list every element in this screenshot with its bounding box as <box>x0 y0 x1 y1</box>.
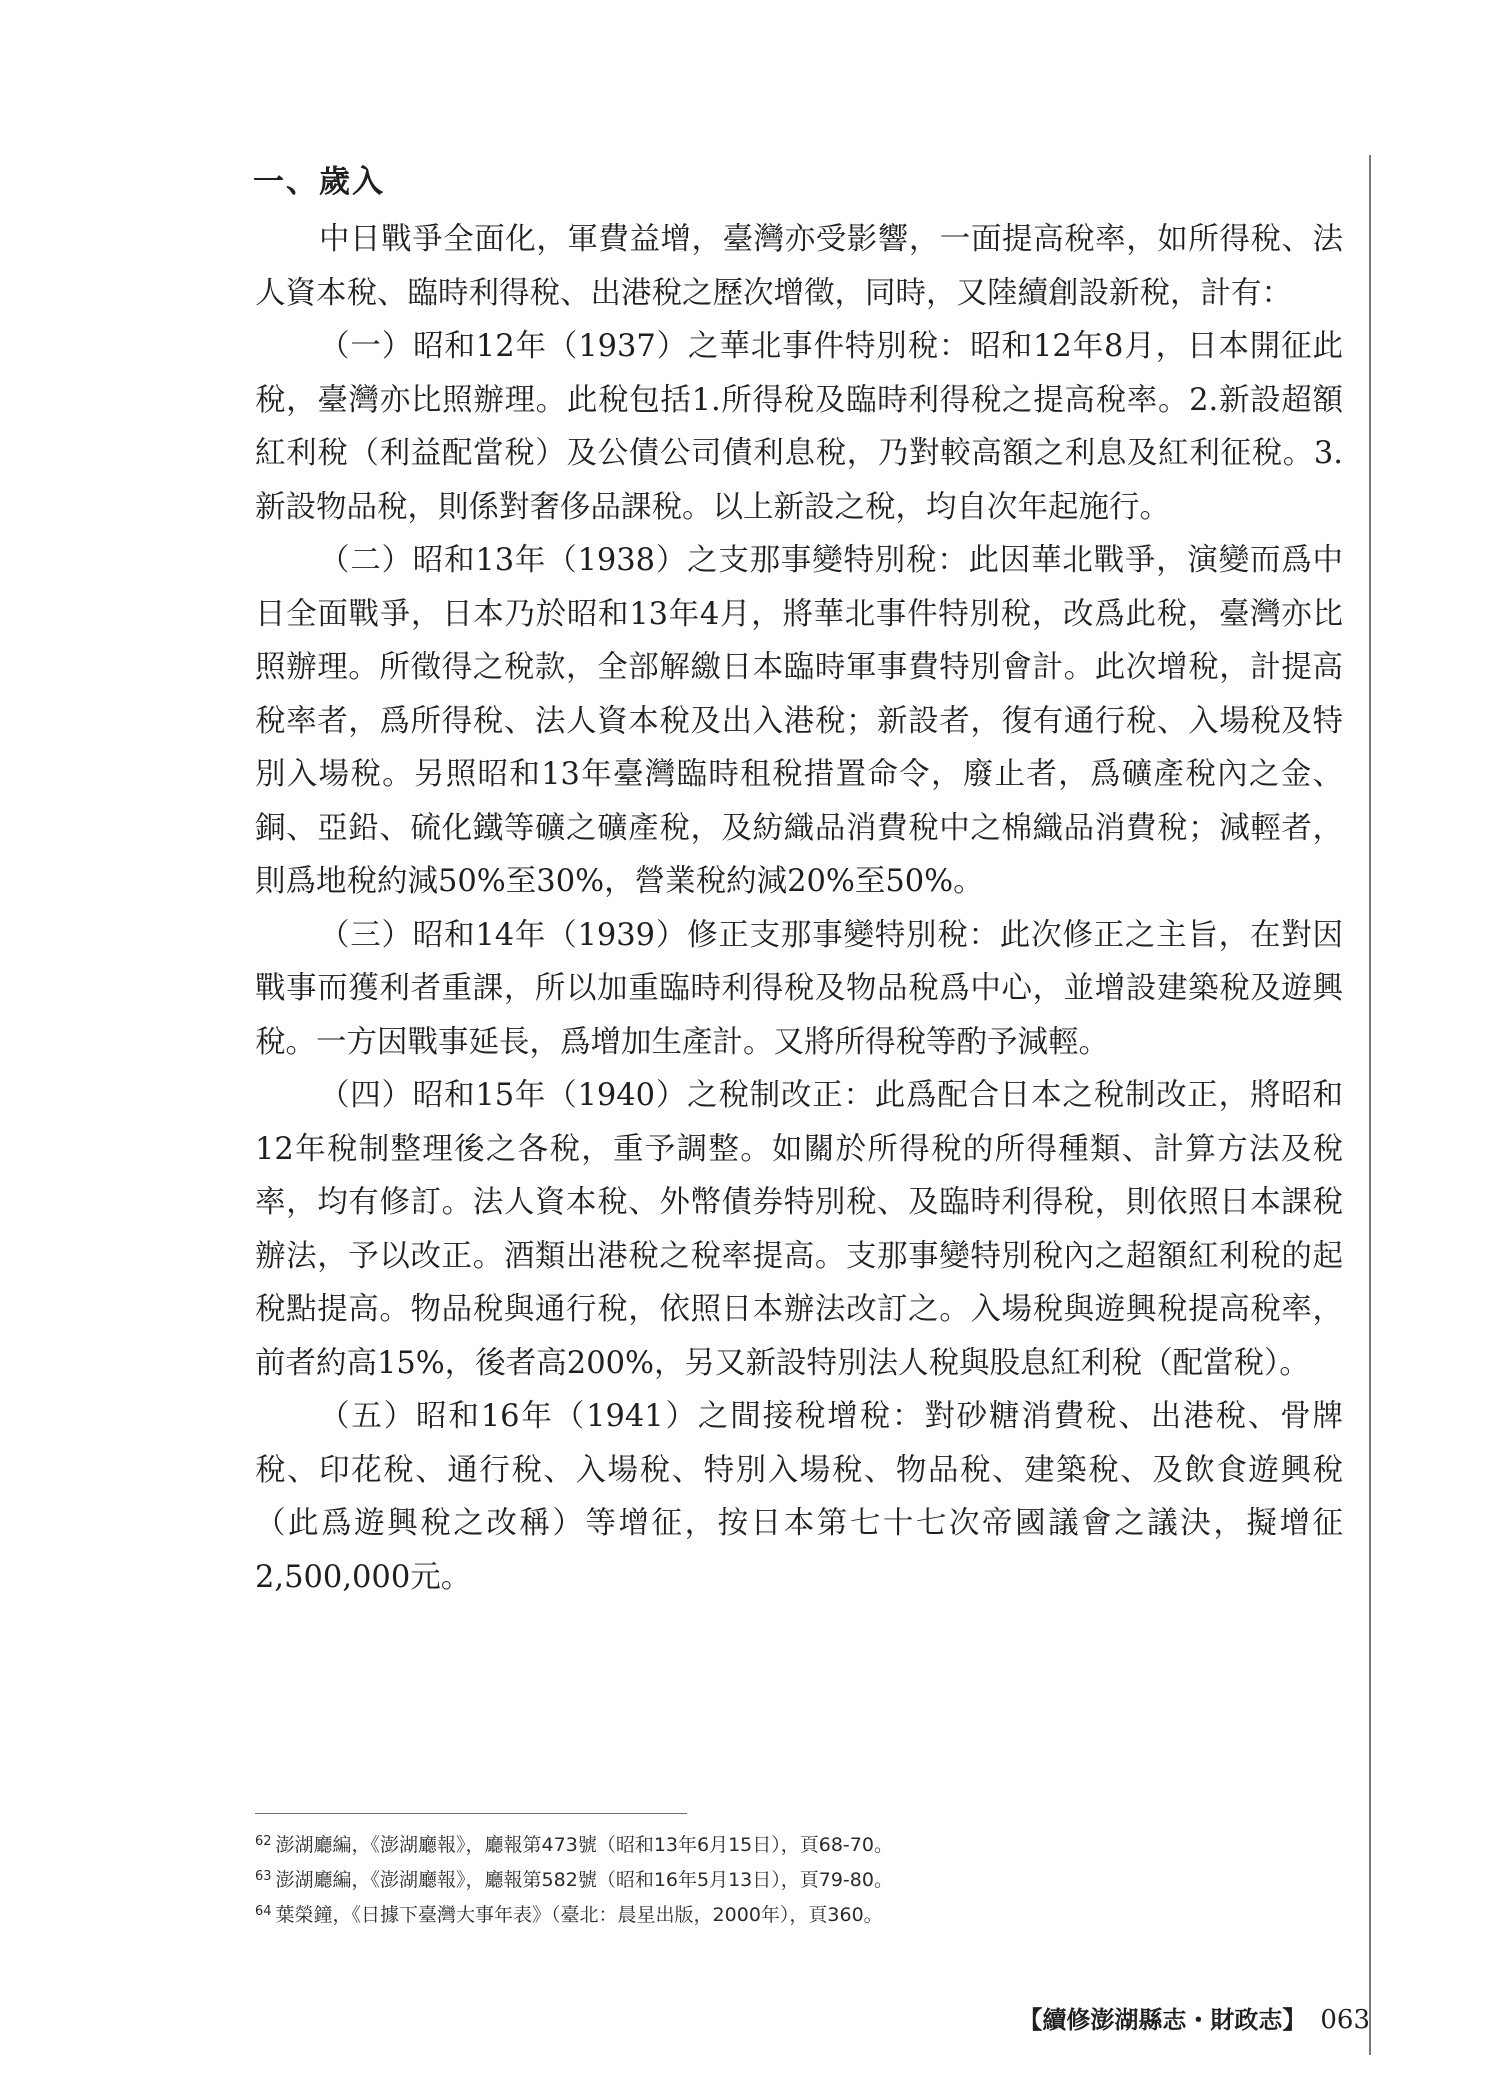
item-paragraph-1: （一）昭和12年（1937）之華北事件特別稅：昭和12年8月，日本開征此稅，臺灣亦比照辦理。此稅包括1.所得稅及臨時利得稅之提高稅率。2.新設超額紅利稅（利益配當稅）及公債公司債利息稅，乃對較高額之利息及紅利征稅。3.新設物品稅，則係對奢侈品課稅。以上新設之稅，均自次年起施行。 <box>255 329 1343 525</box>
running-footer <box>1018 2000 1370 2035</box>
footnote-number: 64 <box>255 1904 272 1919</box>
footnote-text: 澎湖廳編，《澎湖廳報》，廳報第473號（昭和13年6月15日），頁68-70。 <box>275 1834 893 1856</box>
footnote-text: 澎湖廳編，《澎湖廳報》，廳報第582號（昭和16年5月13日），頁79-80。 <box>275 1869 893 1891</box>
footnote-number: 62 <box>255 1834 272 1849</box>
section-heading: 一、歲入 <box>253 164 385 200</box>
footnote <box>255 1826 1335 1861</box>
footnote-number: 63 <box>255 1869 272 1884</box>
footer-title: 【續修澎湖縣志・財政志】 <box>1018 2005 1307 2034</box>
footnote-divider <box>255 1813 687 1814</box>
intro-paragraph: 中日戰爭全面化，軍費益增，臺灣亦受影響，一面提高稅率，如所得稅、法人資本稅、臨時利得稅、出港稅之歷次增徵，同時，又陸續創設新稅，計有： <box>255 222 1343 311</box>
margin-rule <box>1369 155 1371 2055</box>
item-paragraph-5: （五）昭和16年（1941）之間接稅增稅：對砂糖消費稅、出港稅、骨牌稅、印花稅、通行稅、入場稅、特別入場稅、物品稅、建築稅、及飲食遊興稅（此爲遊興稅之改稱）等增征，按日本第七十七次帝國議會之議決，擬增征2,500,000元。 <box>255 1399 1343 1595</box>
footnote-text: 葉榮鐘，《日據下臺灣大事年表》（臺北：晨星出版，2000年），頁360。 <box>275 1904 883 1926</box>
footnote <box>255 1896 1335 1931</box>
body-text <box>255 213 1343 1604</box>
item-paragraph-3: （三）昭和14年（1939）修正支那事變特別稅：此次修正之主旨，在對因戰事而獲利者重課，所以加重臨時利得稅及物品稅爲中心，並增設建築稅及遊興稅。一方因戰事延長，爲增加生產計。又將所得稅等酌予減輕。 <box>255 917 1343 1060</box>
footnotes <box>255 1826 1335 1931</box>
footnote <box>255 1861 1335 1896</box>
page-number: 063 <box>1320 2005 1370 2035</box>
item-paragraph-2: （二）昭和13年（1938）之支那事變特別稅：此因華北戰爭，演變而爲中日全面戰爭，日本乃於昭和13年4月，將華北事件特別稅，改爲此稅，臺灣亦比照辦理。所徵得之稅款，全部解繳日本臨時軍事費特別會計。此次增稅，計提高稅率者，爲所得稅、法人資本稅及出入港稅；新設者，復有通行稅、入場稅及特別入場稅。另照昭和13年臺灣臨時租稅措置命令，廢止者，爲礦產稅內之金、銅、亞鉛、硫化鐵等礦之礦產稅，及紡織品消費稅中之棉織品消費稅；減輕者，則爲地稅約減50%至30%，營業稅約減20%至50%。 <box>255 543 1343 899</box>
item-paragraph-4: （四）昭和15年（1940）之稅制改正：此爲配合日本之稅制改正，將昭和12年稅制整理後之各稅，重予調整。如關於所得稅的所得種類、計算方法及稅率，均有修訂。法人資本稅、外幣債券特別稅、及臨時利得稅，則依照日本課稅辦法，予以改正。酒類出港稅之稅率提高。支那事變特別稅內之超額紅利稅的起稅點提高。物品稅與通行稅，依照日本辦法改訂之。入場稅與遊興稅提高稅率，前者約高15%，後者高200%，另又新設特別法人稅與股息紅利稅（配當稅）。 <box>255 1078 1343 1381</box>
